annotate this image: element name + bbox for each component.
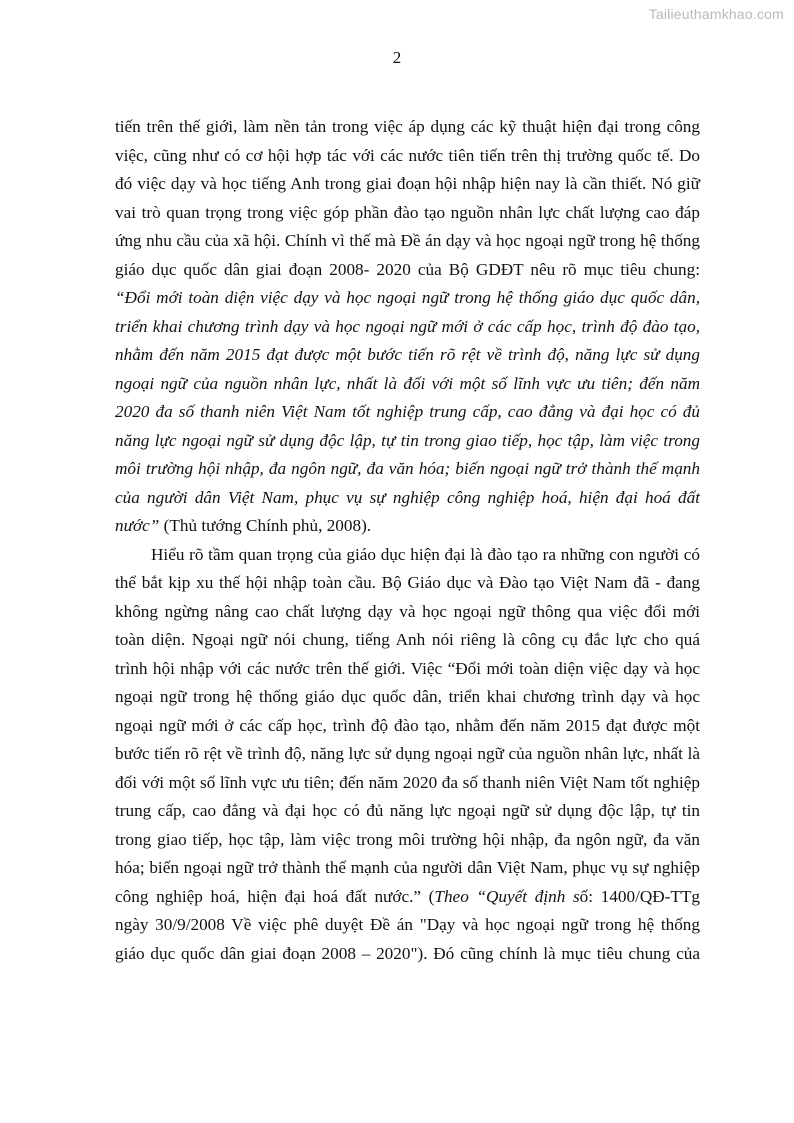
quote-line: ngoại ngữ của nguồn nhân lực, nhất là đối với một số lĩnh vực ưu tiên; đến năm	[115, 373, 700, 393]
text-line: đó việc dạy và học tiếng Anh trong giai đoạn hội nhập hiện nay là cần thiết. Nó giữ	[115, 174, 700, 193]
text-line: ngoại ngữ mới ở các cấp học, trình độ đào tạo, nhằm đến năm 2015 đạt được một	[115, 715, 700, 735]
text-line: bước tiến rõ rệt về trình độ, năng lực sử dụng ngoại ngữ của nguồn nhân lực, nhất là	[115, 744, 700, 763]
quote-end: nước”	[115, 516, 160, 535]
quote-line: 2020 đa số thanh niên Việt Nam tốt nghiệp trung cấp, cao đẳng và đại học có đủ	[115, 402, 700, 421]
text-line: vai trò quan trọng trong việc góp phần đào tạo nguồn nhân lực chất lượng cao đáp	[115, 202, 700, 222]
text-line: toàn diện. Ngoại ngữ nói chung, tiếng Anh nói riêng là công cụ đắc lực cho quá	[115, 630, 700, 649]
quote-line: năng lực ngoại ngữ sử dụng độc lập, tự tin trong giao tiếp, học tập, làm việc trong	[115, 430, 700, 450]
text-segment: ố: 1400/QĐ-TTg	[579, 886, 700, 906]
italic-segment: Theo “Quyết định s	[434, 886, 580, 906]
text-line: giáo dục quốc dân giai đoạn 2008 – 2020"). Đó cũng chính là mục tiêu chung của	[115, 943, 700, 963]
text-segment: công nghiệp hoá, hiện đại hoá đất nước.” (	[115, 886, 435, 906]
quote-line: “Đổi mới toàn diện việc dạy và học ngoại ngữ trong hệ thống giáo dục quốc dân,	[115, 288, 700, 307]
text-line: việc, cũng như có cơ hội hợp tác với các nước tiên tiến trên thị trường quốc tế. Do	[115, 145, 700, 165]
page-number: 2	[392, 48, 402, 67]
paragraph-2	[115, 541, 700, 969]
text-line: ứng nhu cầu của xã hội. Chính vì thế mà Đề án dạy và học ngoại ngữ trong hệ thống	[115, 231, 700, 250]
quote-line: môi trường hội nhập, đa ngôn ngữ, đa văn hóa; biến ngoại ngữ trở thành thế mạnh	[115, 459, 700, 478]
text-line: trình hội nhập với các nước trên thế giới. Việc “Đổi mới toàn diện việc dạy và học	[115, 658, 700, 678]
text-line: thể bắt kịp xu thế hội nhập toàn cầu. Bộ Giáo dục và Đào tạo Việt Nam đã - đang	[115, 573, 700, 592]
document-body	[115, 113, 700, 968]
quote-line: triển khai chương trình dạy và học ngoại ngữ mới ở các cấp học, trình độ đào tạo,	[115, 316, 700, 336]
watermark: Tailieuthamkhao.com	[648, 6, 784, 22]
text-line: trong giao tiếp, học tập, làm việc trong môi trường hội nhập, đa ngôn ngữ, đa văn	[115, 829, 700, 849]
text-line: không ngừng nâng cao chất lượng dạy và học ngoại ngữ thông qua việc đổi mới	[115, 601, 700, 621]
citation: (Thủ tướng Chính phủ, 2008).	[159, 516, 372, 535]
text-line: giáo dục quốc dân giai đoạn 2008- 2020 của Bộ GDĐT nêu rõ mục tiêu chung:	[115, 259, 700, 279]
text-line: trung cấp, cao đẳng và đại học có đủ năng lực ngoại ngữ sử dụng độc lập, tự tin	[115, 801, 700, 820]
text-line: tiến trên thế giới, làm nền tản trong việc áp dụng các kỹ thuật hiện đại trong công	[115, 117, 700, 136]
paragraph-1	[115, 113, 700, 541]
quote-line: nhằm đến năm 2015 đạt được một bước tiến rõ rệt về trình độ, năng lực sử dụng	[115, 345, 700, 364]
text-line: hóa; biến ngoại ngữ trở thành thế mạnh của người dân Việt Nam, phục vụ sự nghiệp	[115, 858, 700, 877]
text-line: đối với một số lĩnh vực ưu tiên; đến năm 2020 đa số thanh niên Việt Nam tốt nghiệp	[115, 772, 700, 792]
text-line: ngày 30/9/2008 Về việc phê duyệt Đề án "Dạy và học ngoại ngữ trong hệ thống	[115, 915, 700, 934]
text-line: ngoại ngữ trong hệ thống giáo dục quốc dân, triển khai chương trình dạy và học	[115, 687, 700, 706]
quote-line: của người dân Việt Nam, phục vụ sự nghiệp công nghiệp hoá, hiện đại hoá đất	[115, 487, 700, 507]
text-line: Hiểu rõ tầm quan trọng của giáo dục hiện đại là đào tạo ra những con người có	[151, 544, 700, 564]
text-line	[115, 512, 700, 541]
text-line	[115, 883, 700, 912]
